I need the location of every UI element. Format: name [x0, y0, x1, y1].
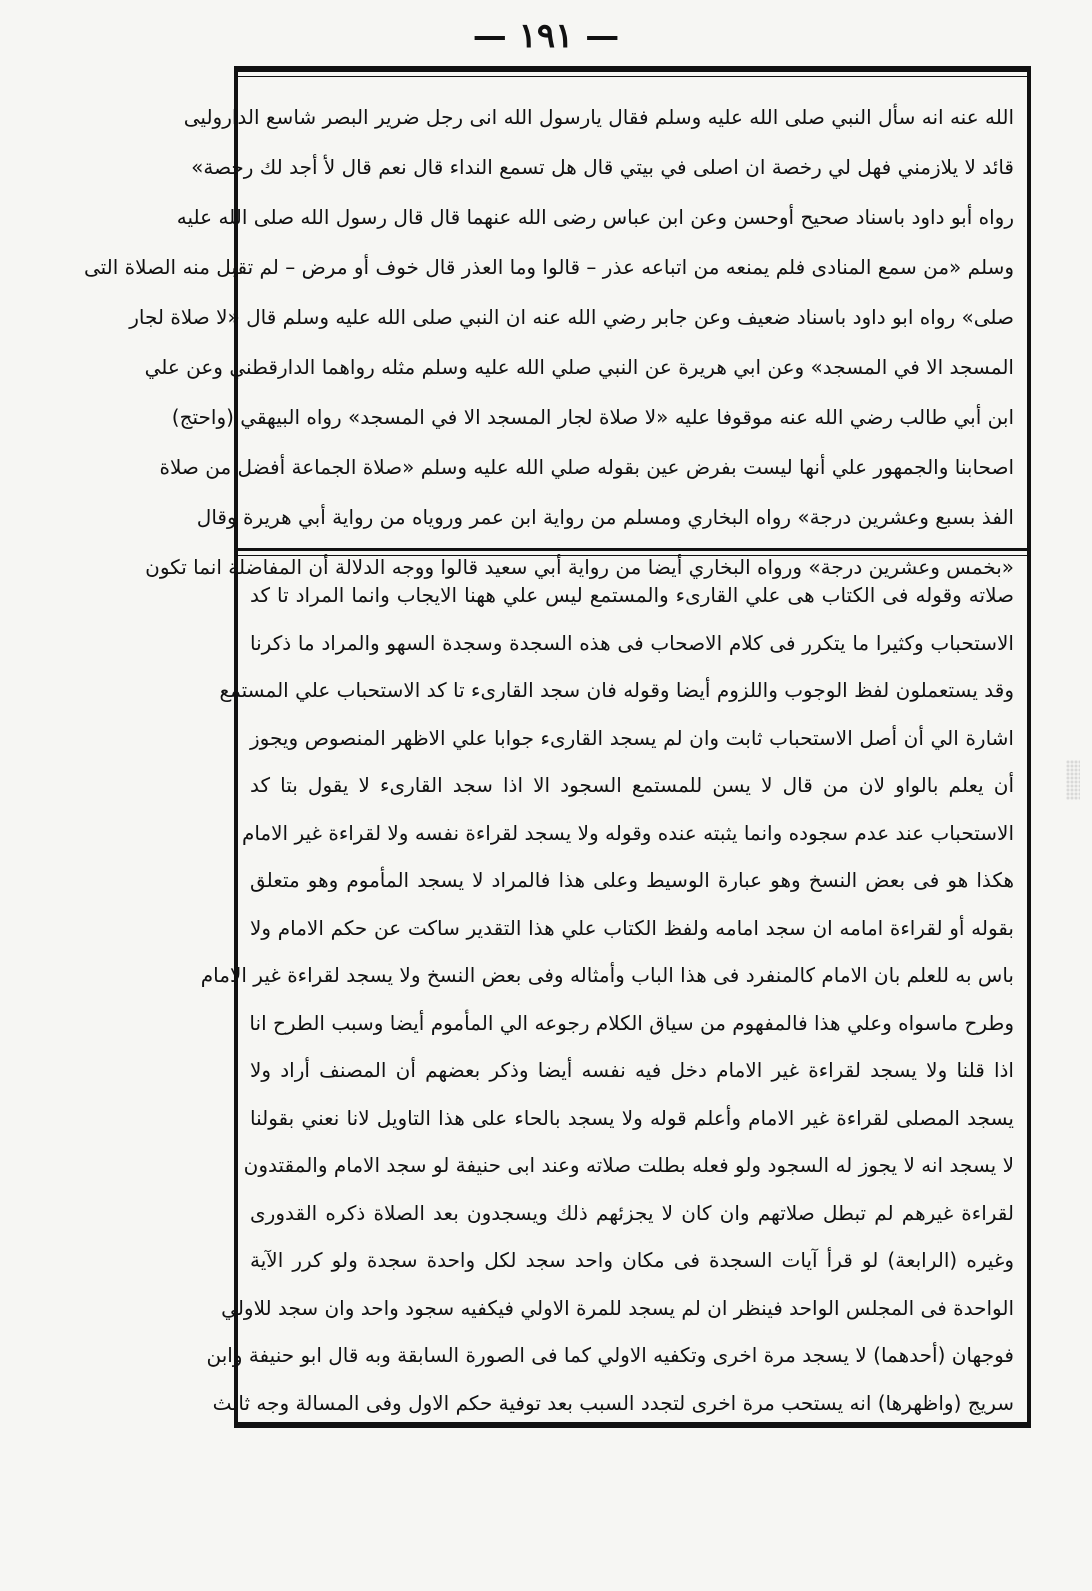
- hadith-notes-section: [83, 92, 1014, 592]
- main-text-section: [200, 572, 1014, 1427]
- notes-line: رواه أبو داود باسناد صحيح أوحسن وعن ابن عباس رضى الله عنهما قال قال رسول الله صلى الله عليه: [176, 205, 1014, 229]
- main-line: الاستحباب وكثيرا ما يتكرر فى كلام الاصحاب فى هذه السجدة وسجدة السهو والمراد ما ذكرنا: [250, 630, 1014, 655]
- main-line: يسجد المصلى لقراءة غير الامام وأعلم قوله ولا يسجد بالحاء على هذا التاويل لانا نعني بقولنا: [250, 1105, 1014, 1130]
- scan-speck: [1066, 760, 1080, 800]
- main-line: اشارة الي أن أصل الاستحباب ثابت وان لم يسجد القارىء جوابا علي الاظهر المنصوص ويجوز: [250, 725, 1014, 750]
- notes-line: ابن أبي طالب رضي الله عنه موقوفا عليه «لا صلاة لجار المسجد الا في المسجد» رواه البيهقي (واحتج): [171, 405, 1014, 429]
- notes-line: الفذ بسبع وعشرين درجة» رواه البخاري ومسلم من رواية ابن عمر وروياه من رواية أبي هريرة وقال: [196, 505, 1014, 529]
- main-line: وقد يستعملون لفظ الوجوب واللزوم أيضا وقوله فان سجد القارىء تا كد الاستحباب علي المستمع: [219, 678, 1014, 702]
- notes-line: صلى» رواه ابو داود باسناد ضعيف وعن جابر رضي الله عنه ان النبي صلى الله عليه وسلم قال «لا صلاة لجار: [129, 305, 1014, 329]
- main-line: بقوله أو لقراءة امامه ان سجد امامه ولفظ الكتاب علي هذا التقدير ساكت عن حكم الامام ولا: [250, 915, 1014, 940]
- main-line: صلاته وقوله فى الكتاب هى علي القارىء والمستمع ليس علي ههنا الايجاب وانما المراد تا كد: [250, 583, 1014, 607]
- notes-line: المسجد الا في المسجد» وعن ابي هريرة عن النبي صلي الله عليه وسلم مثله رواهما الدارقطني وعن علي: [144, 355, 1014, 379]
- main-line: اذا قلنا ولا يسجد لقراءة غير الامام دخل فيه نفسه أيضا وذكر بعضهم أن المصنف أراد ولا: [250, 1058, 1014, 1082]
- main-line: باس به للعلم بان الامام كالمنفرد فى هذا الباب وأمثاله وفى بعض النسخ ولا يسجد لقراءة غير الامام: [200, 963, 1014, 987]
- notes-line: «بخمس وعشرين درجة» ورواه البخاري أيضا من رواية أبي سعيد قالوا ووجه الدلالة أن المفاضلة انما تكون: [145, 555, 1014, 579]
- page-number: — ١٩١ —: [472, 16, 620, 56]
- main-line: الواحدة فى المجلس الواحد فينظر ان لم يسجد للمرة الاولي فيكفيه سجود واحد وان سجد للاولي: [221, 1295, 1014, 1320]
- top-border: [234, 66, 1031, 72]
- main-line: لقراءة غيرهم لم تبطل صلاتهم وان كان لا يجزئهم ذلك ويسجدون بعد الصلاة ذكره القدورى: [250, 1200, 1014, 1225]
- main-line: لا يسجد انه لا يجوز له السجود ولو فعله بطلت صلاته وعند ابى حنيفة لو سجد الامام والمقتدون: [243, 1153, 1014, 1177]
- notes-line: اصحابنا والجمهور علي أنها ليست بفرض عين بقوله صلي الله عليه وسلم «صلاة الجماعة أفضل من صلاة: [159, 455, 1014, 479]
- notes-line: الله عنه انه سأل النبي صلى الله عليه وسلم فقال يارسول الله انى رجل ضرير البصر شاسع الداروليى: [183, 105, 1014, 129]
- main-line: هكذا هو فى بعض النسخ وهو عبارة الوسيط وعلى هذا فالمراد لا يسجد المأموم وهو متعلق: [250, 868, 1014, 892]
- notes-line: وسلم «من سمع المنادى فلم يمنعه من اتباعه عذر – قالوا وما العذر قال خوف أو مرض – لم تقبل منه الصلاة التى: [83, 255, 1014, 279]
- right-border: [1027, 66, 1031, 1428]
- main-line: وطرح ماسواه وعلي هذا فالمفهوم من سياق الكلام رجوعه الي المأموم أيضا وسبب الطرح انا: [249, 1010, 1014, 1035]
- main-line: أن يعلم بالواو لان من قال لا يسن للمستمع السجود الا اذا سجد القارىء لا يقول بتا كد: [250, 773, 1014, 797]
- main-line: وغيره (الرابعة) لو قرأ آيات السجدة فى مكان واحد سجد لكل واحدة سجدة ولو كرر الآية: [250, 1248, 1014, 1272]
- notes-line: قائد لا يلازمني فهل لي رخصة ان اصلى في بيتي قال هل تسمع النداء قال نعم قال لأ أجد لك رخصة»: [191, 155, 1014, 179]
- main-line: سريج (واظهرها) انه يستحب مرة اخرى لتجدد السبب بعد توفية حكم الاول وفى المسالة وجه ثالث: [212, 1390, 1014, 1415]
- top-border-inner: [234, 76, 1031, 77]
- main-line: الاستحباب عند عدم سجوده وانما يثبته عنده وقوله ولا يسجد لقراءة نفسه ولا لقراءة غير الامام: [241, 820, 1014, 845]
- main-line: فوجهان (أحدهما) لا يسجد مرة اخرى وتكفيه الاولي كما فى الصورة السابقة وبه قال ابو حنيفة وابن: [206, 1343, 1014, 1367]
